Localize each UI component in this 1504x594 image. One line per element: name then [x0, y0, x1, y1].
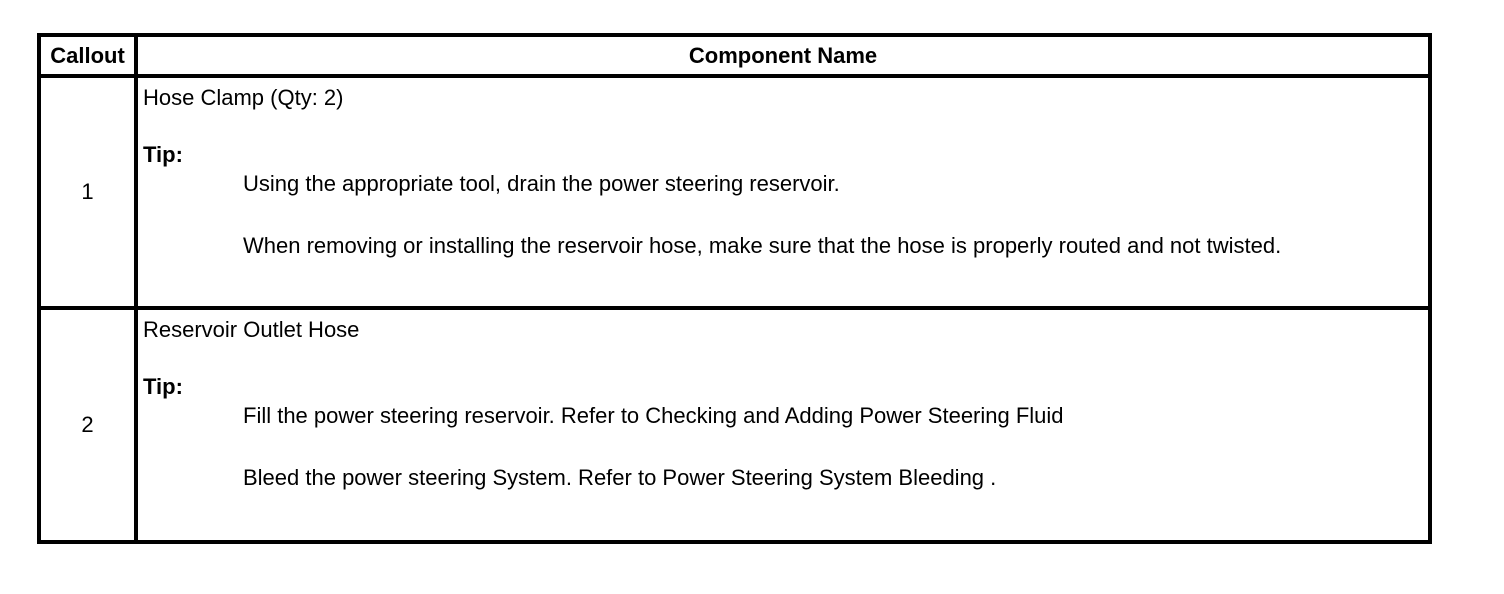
- tip-text: Fill the power steering reservoir. Refer to Checking and Adding Power Steering Fluid: [243, 403, 1064, 428]
- callout-number: 1: [39, 76, 136, 308]
- component-name: Reservoir Outlet Hose: [143, 317, 360, 342]
- tip-text: Using the appropriate tool, drain the power steering reservoir.: [243, 171, 840, 196]
- component-name-header: Component Name: [136, 35, 1430, 76]
- table-row: [39, 308, 1430, 542]
- component-table: [37, 33, 1432, 544]
- tip-label: Tip:: [143, 142, 183, 167]
- component-cell: [136, 308, 1430, 542]
- component-name: Hose Clamp (Qty: 2): [143, 85, 344, 110]
- callout-header: Callout: [39, 35, 136, 76]
- table-row: [39, 76, 1430, 308]
- callout-number: 2: [39, 308, 136, 542]
- tip-label: Tip:: [143, 374, 183, 399]
- tip-text: Bleed the power steering System. Refer to Power Steering System Bleeding .: [243, 465, 997, 490]
- component-cell: [136, 76, 1430, 308]
- table-header-row: [39, 35, 1430, 76]
- tip-text: When removing or installing the reservoir hose, make sure that the hose is properly routed and not twisted.: [243, 233, 1282, 258]
